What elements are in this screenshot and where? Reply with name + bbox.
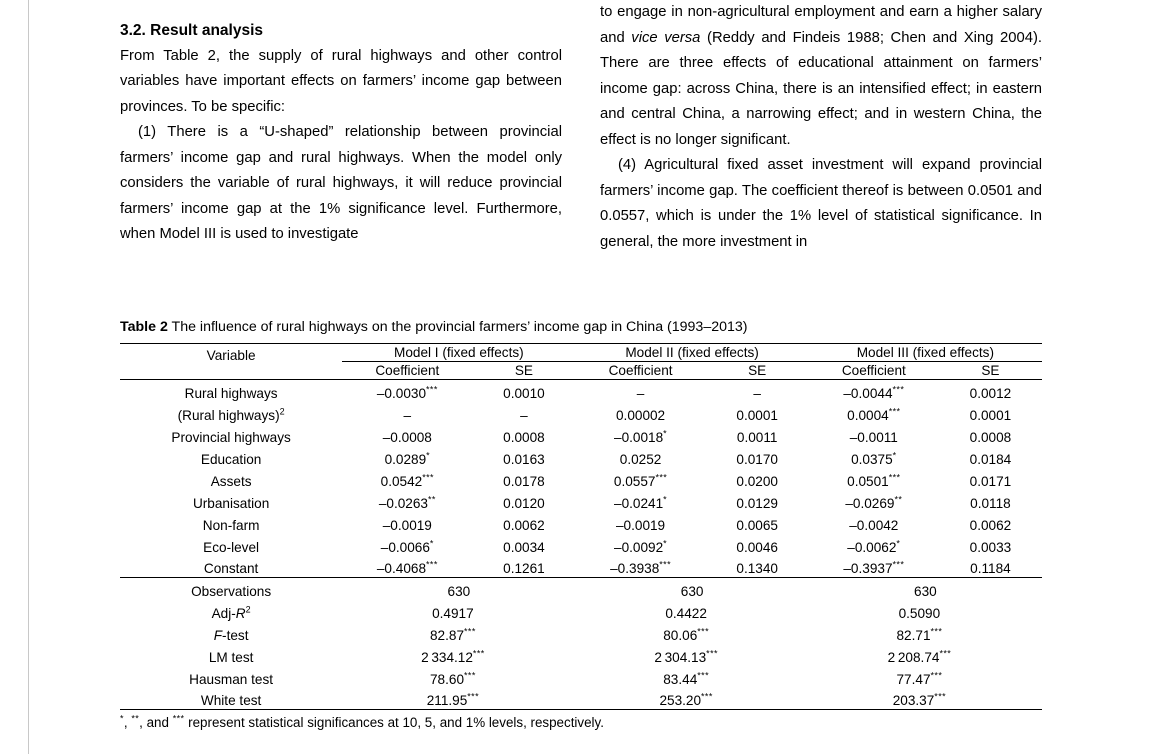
significance-stars: *** <box>930 625 943 636</box>
significance-stars: * <box>892 449 897 460</box>
summary-cell <box>575 666 808 688</box>
table-cell <box>809 446 939 468</box>
table-cell <box>342 424 472 446</box>
table-cell <box>472 556 575 578</box>
table-cell <box>472 512 575 534</box>
significance-stars: *** <box>892 559 905 570</box>
significance-stars: * <box>663 537 668 548</box>
cell-value: 0.0008 <box>969 429 1012 445</box>
cell-value: –0.0019 <box>615 517 666 533</box>
significance-stars: *** <box>697 669 709 680</box>
cell-value: 0.0289 <box>384 451 427 467</box>
summary-cell <box>342 600 575 622</box>
table-cell <box>342 446 472 468</box>
page-left-rule <box>28 0 29 754</box>
significance-stars: *** <box>467 691 479 702</box>
significance-stars: *** <box>426 559 438 570</box>
significance-stars: *** <box>706 647 718 658</box>
cell-value: 0.0171 <box>969 473 1012 489</box>
note-star-1: * <box>120 713 124 724</box>
cell-value: 0.0004 <box>847 407 889 423</box>
table-cell <box>706 424 809 446</box>
cell-value: – <box>636 385 645 401</box>
table-cell <box>575 490 705 512</box>
cell-value: –0.4068 <box>376 561 427 576</box>
table-2-container <box>120 318 1042 732</box>
summary-cell <box>575 578 808 600</box>
table-row <box>120 468 1042 490</box>
summary-row-label: F-test <box>213 627 249 643</box>
cell-value: –0.3937 <box>843 561 893 576</box>
table-cell <box>342 468 472 490</box>
table-cell <box>706 556 809 578</box>
table-cell <box>939 534 1042 556</box>
table-summary-row <box>120 666 1042 688</box>
table-cell <box>472 380 575 402</box>
table-cell <box>342 534 472 556</box>
cell-value: –0.0044 <box>843 385 893 401</box>
table-cell <box>939 512 1042 534</box>
right-paragraph-continued <box>600 0 1042 153</box>
header-variable: Variable <box>206 348 256 363</box>
cell-value: 0.0542 <box>380 473 423 489</box>
cell-value: –0.0092 <box>614 539 664 555</box>
table-cell <box>575 402 705 424</box>
clipped-line-left <box>120 0 562 10</box>
summary-cell <box>342 666 575 688</box>
cell-value: –0.0241 <box>614 495 664 511</box>
table-cell <box>809 556 939 578</box>
table-cell <box>809 468 939 490</box>
table-row <box>120 490 1042 512</box>
table-cell <box>706 380 809 402</box>
cell-value: 0.0129 <box>736 495 778 511</box>
summary-cell <box>342 644 575 666</box>
significance-stars: * <box>426 449 431 460</box>
right-paragraph-part-a: to engage in non-agricultural employment and earn a higher salary and <box>600 4 1042 46</box>
cell-value: 0.0557 <box>613 473 656 489</box>
table-cell <box>575 556 705 578</box>
summary-label-italic: F <box>213 627 223 643</box>
table-cell <box>809 402 939 424</box>
table-cell <box>342 556 472 578</box>
right-paragraph-4: (4) Agricultural fixed asset investment will expand provincial farmers’ income gap. The coefficient thereof is between 0.0501 and 0.0557, which is under the 1% level of statistical significance. In general, the more investment in <box>600 157 1042 250</box>
section-heading: 3.2. Result analysis <box>120 22 264 39</box>
cell-value: – <box>753 385 761 401</box>
cell-value: 0.0012 <box>969 385 1012 401</box>
cell-value: –0.0008 <box>382 429 432 445</box>
header-m1-se: SE <box>514 363 533 378</box>
significance-stars: ** <box>427 493 436 504</box>
body-columns <box>120 0 1042 255</box>
header-model-3: Model III (fixed effects) <box>809 344 1042 362</box>
table-cell <box>706 490 809 512</box>
row-variable-label: Eco-level <box>203 539 260 555</box>
vice-versa-italic: vice versa <box>631 29 701 46</box>
summary-cell <box>342 688 575 710</box>
row-variable-superscript: 2 <box>279 405 285 416</box>
table-cell <box>472 402 575 424</box>
table-cell <box>575 446 705 468</box>
table-cell <box>706 512 809 534</box>
summary-cell <box>809 600 1042 622</box>
row-variable-label: Education <box>200 451 262 467</box>
summary-cell <box>575 600 808 622</box>
table-cell <box>809 534 939 556</box>
cell-value: 0.0001 <box>736 407 778 423</box>
right-column <box>600 0 1042 255</box>
table-cell <box>706 468 809 490</box>
summary-cell <box>809 578 1042 600</box>
significance-stars: *** <box>934 691 947 702</box>
summary-value: 2 304.13 <box>654 649 707 665</box>
cell-value: –0.0042 <box>849 517 899 533</box>
summary-value: 630 <box>914 583 937 599</box>
table-caption <box>120 318 1042 337</box>
table-cell <box>939 380 1042 402</box>
table-cell <box>809 512 939 534</box>
cell-value: 0.0184 <box>969 451 1012 467</box>
summary-value: 2 334.12 <box>421 649 473 665</box>
left-paragraph-1: From Table 2, the supply of rural highways and other control variables have important effects on farmers’ income gap between provinces. To be specific: <box>120 47 562 115</box>
significance-stars: *** <box>464 625 476 636</box>
table-cell <box>939 490 1042 512</box>
table-cell <box>575 512 705 534</box>
row-variable-label: Constant <box>203 561 259 576</box>
cell-value: 0.0163 <box>503 451 545 467</box>
left-column <box>120 0 562 255</box>
significance-stars: *** <box>939 647 952 658</box>
cell-value: –0.0269 <box>845 495 895 511</box>
summary-value: 0.5090 <box>898 605 941 621</box>
table-cell <box>706 534 809 556</box>
cell-value: –0.0263 <box>378 495 428 511</box>
summary-value: 0.4422 <box>665 605 707 621</box>
summary-value: 82.71 <box>896 627 931 643</box>
table-row <box>120 424 1042 446</box>
table-cell <box>342 512 472 534</box>
cell-value: –0.0018 <box>614 429 664 445</box>
table-row <box>120 380 1042 402</box>
note-comma-1: , <box>123 715 132 730</box>
significance-stars: * <box>896 537 901 548</box>
header-m2-se: SE <box>748 363 767 378</box>
table-label: Table 2 <box>120 319 168 335</box>
summary-label-italic: R <box>235 605 246 621</box>
cell-value: 0.00002 <box>615 407 666 423</box>
cell-value: 0.0178 <box>503 473 545 489</box>
summary-row-label: Hausman test <box>189 671 274 687</box>
cell-value: –0.0066 <box>380 539 430 555</box>
significance-stars: *** <box>701 691 713 702</box>
significance-stars: *** <box>655 471 668 482</box>
header-m2-coefficient: Coefficient <box>608 363 673 378</box>
table-cell <box>939 556 1042 578</box>
cell-value: 0.0034 <box>503 539 545 555</box>
cell-value: 0.0252 <box>619 451 662 467</box>
table-cell <box>472 468 575 490</box>
summary-value: 77.47 <box>896 671 931 687</box>
summary-value: 630 <box>680 583 704 599</box>
table-cell <box>706 446 809 468</box>
table-row <box>120 402 1042 424</box>
cell-value: 0.0001 <box>969 407 1012 423</box>
summary-cell <box>809 622 1042 644</box>
header-model-2: Model II (fixed effects) <box>575 344 808 362</box>
results-table <box>120 343 1042 710</box>
cell-value: 0.0170 <box>736 451 778 467</box>
significance-stars: *** <box>697 625 709 636</box>
cell-value: 0.0120 <box>503 495 545 511</box>
summary-row-label: White test <box>120 688 342 710</box>
table-cell <box>472 424 575 446</box>
summary-rows <box>120 578 1042 710</box>
table-cell <box>939 402 1042 424</box>
cell-value: 0.0118 <box>970 495 1011 511</box>
cell-value: 0.0062 <box>503 517 545 533</box>
cell-value: 0.0008 <box>503 429 545 445</box>
note-comma-2: , and <box>139 715 173 730</box>
summary-cell <box>342 578 575 600</box>
row-variable-label: Assets <box>210 473 252 489</box>
summary-row-label: Observations <box>120 578 342 600</box>
cell-value: 0.0375 <box>851 451 893 467</box>
summary-row-label: LM test <box>208 649 254 665</box>
summary-label-superscript: 2 <box>245 603 251 614</box>
table-row <box>120 512 1042 534</box>
cell-value: –0.0011 <box>849 429 898 445</box>
significance-stars: *** <box>472 647 485 658</box>
cell-value: –0.0019 <box>382 517 432 533</box>
table-cell <box>472 446 575 468</box>
note-star-3: *** <box>172 713 185 724</box>
significance-stars: * <box>429 537 434 548</box>
coefficient-rows <box>120 380 1042 578</box>
summary-value: 630 <box>447 583 471 599</box>
significance-stars: *** <box>422 471 434 482</box>
summary-value: 2 208.74 <box>887 649 940 665</box>
table-cell <box>342 490 472 512</box>
note-text: represent statistical significances at 10, 5, and 1% levels, respectively. <box>184 715 604 730</box>
significance-stars: ** <box>894 493 903 504</box>
table-cell <box>342 380 472 402</box>
cell-value: –0.0062 <box>847 539 897 555</box>
summary-value: 0.4917 <box>432 605 474 621</box>
significance-stars: *** <box>464 669 476 680</box>
cell-value: 0.0046 <box>736 539 778 555</box>
summary-cell <box>809 688 1042 710</box>
table-cell <box>342 402 472 424</box>
table-summary-row <box>120 600 1042 622</box>
table-summary-row <box>120 622 1042 644</box>
table-cell <box>575 534 705 556</box>
summary-value: 80.06 <box>663 627 698 643</box>
table-summary-row <box>120 578 1042 600</box>
cell-value: 0.1340 <box>736 561 778 576</box>
cell-value: –0.3938 <box>610 561 660 576</box>
summary-value: 253.20 <box>659 693 702 708</box>
summary-cell <box>809 644 1042 666</box>
significance-stars: *** <box>426 383 438 394</box>
summary-value: 211.95 <box>426 693 468 708</box>
row-variable-label: Rural highways <box>184 385 278 401</box>
table-summary-row <box>120 644 1042 666</box>
header-model-1: Model I (fixed effects) <box>342 344 575 362</box>
table-cell <box>575 468 705 490</box>
table-row <box>120 556 1042 578</box>
summary-cell <box>575 622 808 644</box>
cell-value: –0.0030 <box>376 385 427 401</box>
cell-value: 0.0065 <box>736 517 778 533</box>
significance-stars: *** <box>888 405 901 416</box>
summary-value: 203.37 <box>892 693 935 708</box>
table-cell <box>809 424 939 446</box>
table-row <box>120 534 1042 556</box>
cell-value: 0.0011 <box>736 429 778 445</box>
cell-value: 0.0033 <box>969 539 1012 555</box>
table-cell <box>706 402 809 424</box>
cell-value: 0.0501 <box>847 473 889 489</box>
right-paragraph-part-b: (Reddy and Findeis 1988; Chen and Xing 2004). There are three effects of educational attainment on farmers’ income gap: across China, there is an intensified effect; in eastern and central China, a narrowing effect; and in western China, the effect is no longer significant. <box>600 29 1042 148</box>
table-cell <box>939 446 1042 468</box>
table-cell <box>939 468 1042 490</box>
table-header-model-row <box>120 344 1042 362</box>
row-variable-label: Provincial highways <box>171 429 291 445</box>
row-variable-label: Urbanisation <box>192 495 270 511</box>
significance-stars: * <box>663 427 668 438</box>
cell-value: 0.0062 <box>969 517 1012 533</box>
cell-value: – <box>403 407 412 423</box>
significance-stars: *** <box>930 669 943 680</box>
cell-value: 0.0200 <box>736 473 778 489</box>
significance-stars: *** <box>892 383 905 394</box>
summary-cell <box>342 622 575 644</box>
table-cell <box>575 380 705 402</box>
cell-value: 0.1184 <box>970 561 1011 576</box>
header-m3-coefficient: Coefficient <box>841 363 906 378</box>
header-m1-coefficient: Coefficient <box>375 363 440 378</box>
table-row <box>120 446 1042 468</box>
significance-stars: * <box>663 493 668 504</box>
table-cell <box>575 424 705 446</box>
table-note <box>120 714 1042 732</box>
significance-stars: *** <box>659 559 671 570</box>
summary-value: 78.60 <box>429 671 465 687</box>
note-star-2: ** <box>131 713 140 724</box>
cell-value: 0.1261 <box>503 561 545 576</box>
table-summary-row <box>120 688 1042 710</box>
left-paragraph-2: (1) There is a “U-shaped” relationship between provincial farmers’ income gap and rural highways. When the model only considers the variable of rural highways, it will reduce provincial farmers’ income gap at the 1% significance level. Furthermore, when Model III is used to investigate <box>120 124 562 242</box>
summary-cell <box>575 688 808 710</box>
summary-cell <box>575 644 808 666</box>
table-cell <box>809 380 939 402</box>
table-cell <box>472 534 575 556</box>
summary-value: 82.87 <box>429 627 465 643</box>
table-caption-text: The influence of rural highways on the provincial farmers’ income gap in China (1993–2013) <box>171 319 748 335</box>
table-cell <box>472 490 575 512</box>
table-cell <box>809 490 939 512</box>
summary-row-label: Adj-$R^2$ <box>211 603 251 621</box>
summary-value: 83.44 <box>663 671 698 687</box>
row-variable-label: Non-farm <box>202 517 260 533</box>
row-variable-label: (Rural highways)$^2$ <box>177 405 285 423</box>
table-cell <box>939 424 1042 446</box>
cell-value: 0.0010 <box>503 385 545 401</box>
header-m3-se: SE <box>981 363 1000 378</box>
cell-value: – <box>520 407 528 423</box>
significance-stars: *** <box>888 471 901 482</box>
summary-cell <box>809 666 1042 688</box>
